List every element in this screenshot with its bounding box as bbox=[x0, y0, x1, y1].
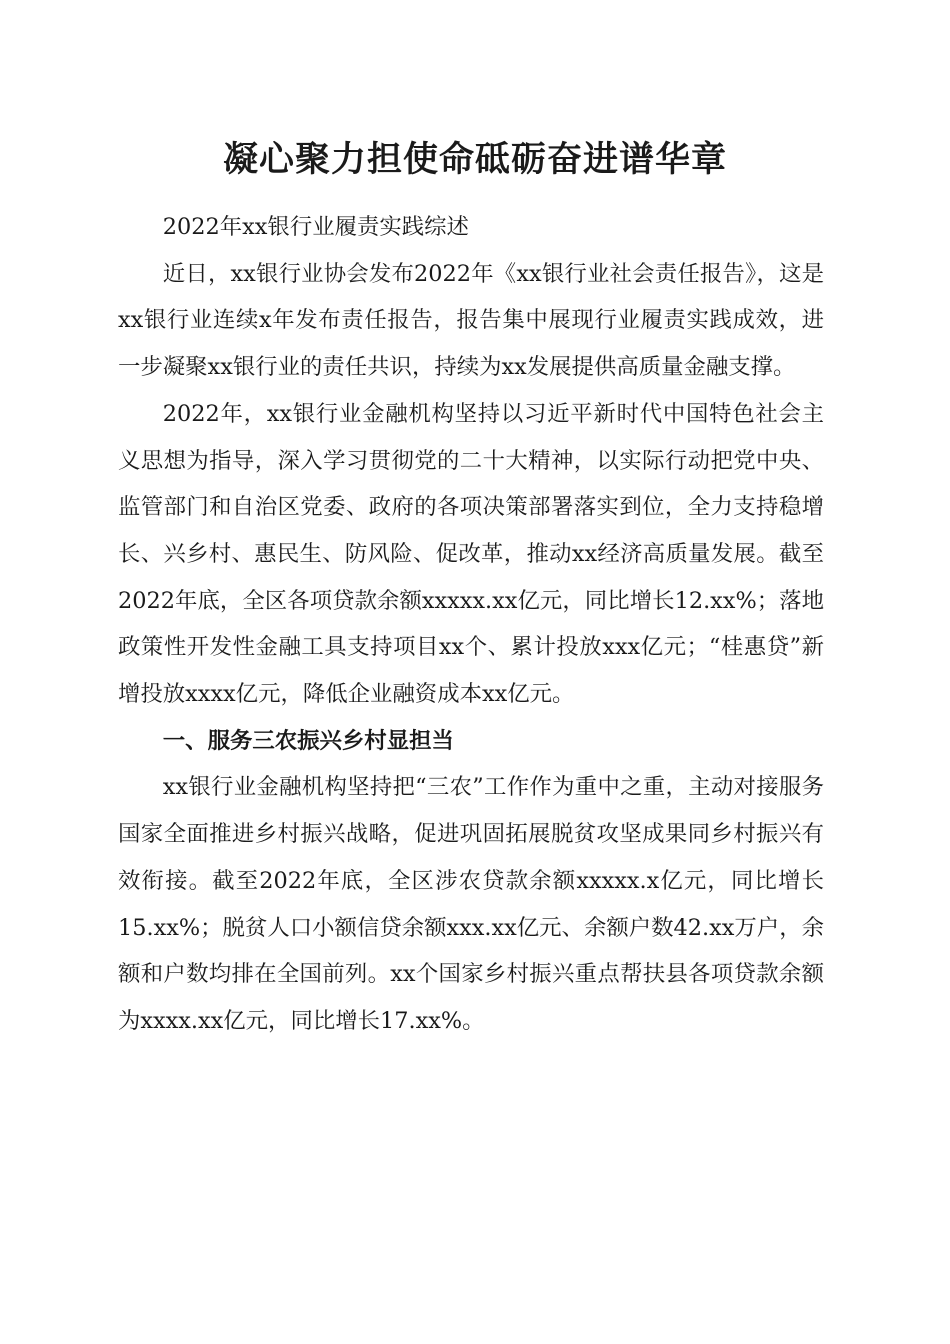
section-heading: 一、服务三农振兴乡村显担当 bbox=[162, 727, 454, 754]
intro-paragraph: 近日，xx银行业协会发布2022年《xx银行业社会责任报告》，这是xx银行业连续x年发布责任报告，报告集中展现行业履责实践成效，进一步凝聚xx银行业的责任共识，持续为xx发展提供高质量金融支撑。 bbox=[118, 260, 824, 381]
overview-paragraph: 2022年，xx银行业金融机构坚持以习近平新时代中国特色社会主义思想为指导，深入学习贯彻党的二十大精神，以实际行动把党中央、监管部门和自治区党委、政府的各项决策部署落实到位，全力支持稳增长、兴乡村、惠民生、防风险、促改革，推动xx经济高质量发展。截至2022年底，全区各项贷款余额xxxxx.xx亿元，同比增长12.xx%；落地政策性开发性金融工具支持项目xx个、累计投放xxx亿元；“桂惠贷”新增投放xxxx亿元，降低企业融资成本xx亿元。 bbox=[118, 400, 824, 708]
section-paragraph: xx银行业金融机构坚持把“三农”工作作为重中之重，主动对接服务国家全面推进乡村振兴战略，促进巩固拓展脱贫攻坚成果同乡村振兴有效衔接。截至2022年底，全区涉农贷款余额xxxxx.x亿元，同比增长15.xx%；脱贫人口小额信贷余额xxx.xx亿元、余额户数42.xx万户，余额和户数均排在全国前列。xx个国家乡村振兴重点帮扶县各项贷款余额为xxxx.xx亿元，同比增长17.xx%。 bbox=[118, 774, 824, 1034]
document-subtitle: 2022年xx银行业履责实践综述 bbox=[162, 214, 469, 240]
document-title: 凝心聚力担使命砥砺奋进谱华章 bbox=[222, 139, 727, 180]
document-body bbox=[118, 204, 824, 1045]
